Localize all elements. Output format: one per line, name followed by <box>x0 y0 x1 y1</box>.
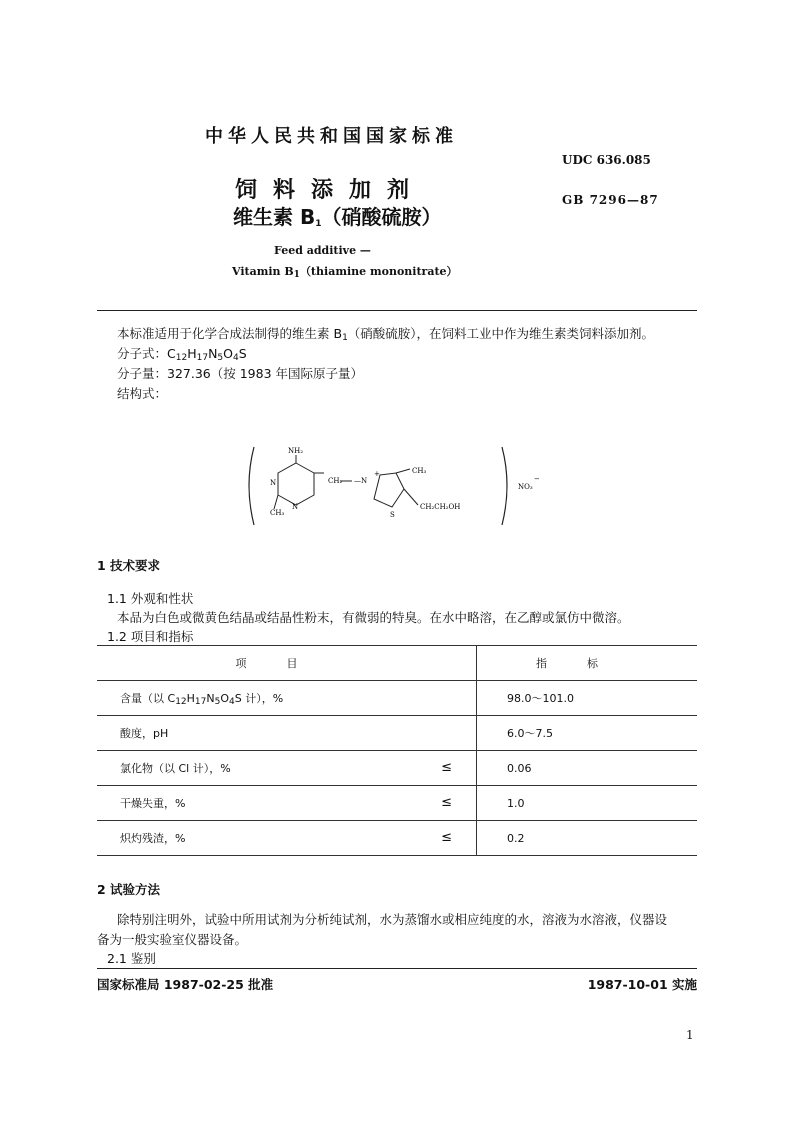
table-header-row <box>97 646 697 681</box>
label-counter-ion: NO₃ <box>518 483 533 491</box>
label-ch3-thiazole: CH₃ <box>412 467 427 475</box>
molecular-weight: 分子量：327.36（按 1983 年国际原子量） <box>117 366 363 381</box>
label-n1: N <box>270 479 277 487</box>
label-ch2: CH₂ <box>328 477 343 485</box>
table-row <box>97 751 697 786</box>
structural-formula <box>240 443 580 533</box>
label-nh2: NH₂ <box>288 447 304 455</box>
label-n-plus: —N <box>354 477 368 485</box>
section2-text-line1: 除特别注明外，试验中所用试剂为分析纯试剂，水为蒸馏水或相应纯度的水，溶液为水溶液，仪器设 <box>117 912 668 927</box>
spec-table <box>97 645 697 856</box>
implementation-date: 1987-10-01 实施 <box>587 977 697 992</box>
label-minus: − <box>534 475 540 483</box>
section21-title: 2.1 鉴别 <box>107 951 156 966</box>
scope-post: （硝酸硫胺），在饲料工业中作为维生素类饲料添加剂。 <box>347 326 655 341</box>
table-cell-item: 含量（以 $C_{12}H_{17}N_5O_4S$ 计），% <box>97 681 477 716</box>
structure-label: 结构式： <box>117 386 168 401</box>
header-divider <box>97 310 697 311</box>
table-header-value: 指标 <box>477 646 698 681</box>
thiazole-ring <box>374 473 404 507</box>
table-cell-value: 0.2 <box>477 821 698 856</box>
scope-text <box>117 324 654 343</box>
title-en2-subscript: 1 <box>293 270 300 280</box>
label-side-chain: CH₂CH₂OH <box>420 503 461 511</box>
footer-divider <box>97 968 697 969</box>
title-zh2-subscript: 1 <box>315 219 322 229</box>
udc-code: UDC 636.085 <box>562 153 651 167</box>
table-cell-operator: ≤ <box>441 795 452 810</box>
molecular-formula <box>117 344 247 363</box>
label-ch3-ring: CH₃ <box>270 509 285 517</box>
label-n2: N <box>292 503 299 511</box>
page-number: 1 <box>686 1028 694 1042</box>
table-cell-item: 干燥失重，% ≤ <box>97 786 477 821</box>
table-cell-item: 氯化物（以 Cl 计），% ≤ <box>97 751 477 786</box>
title-english-line1: Feed additive — <box>274 244 371 257</box>
section1-title: 1 技术要求 <box>97 558 161 573</box>
section2-title: 2 试验方法 <box>97 882 161 897</box>
title-zh2-text: 维生素 B <box>233 205 316 229</box>
table-cell-value: 1.0 <box>477 786 698 821</box>
table-cell-item: 炽灼残渣，% ≤ <box>97 821 477 856</box>
table-row <box>97 821 697 856</box>
title-en2-text: Vitamin B <box>232 265 294 278</box>
table-cell-value: 98.0～101.0 <box>477 681 698 716</box>
table-row <box>97 786 697 821</box>
table-cell-operator: ≤ <box>441 830 452 845</box>
title-zh2-suffix: （硝酸硫胺） <box>321 205 442 229</box>
table-cell-value: 6.0～7.5 <box>477 716 698 751</box>
left-bracket <box>249 447 254 525</box>
table-row <box>97 716 697 751</box>
scope-pre: 本标准适用于化学合成法制得的维生素 B <box>117 326 343 341</box>
label-s: S <box>390 511 395 519</box>
title-en2-suffix: （thiamine mononitrate） <box>299 265 458 278</box>
label-plus: + <box>374 470 380 478</box>
table-header-item: 项目 <box>97 646 477 681</box>
formula-label: 分子式： <box>117 346 168 361</box>
table-cell-value: 0.06 <box>477 751 698 786</box>
table-cell-operator: ≤ <box>441 760 452 775</box>
table-row <box>97 681 697 716</box>
title-english-line2 <box>232 263 458 280</box>
table-cell-item: 酸度，pH <box>97 716 477 751</box>
title-chinese: 饲料添加剂 <box>235 178 426 203</box>
section2-text-line2: 备为一般实验室仪器设备。 <box>97 932 248 947</box>
right-bracket <box>502 447 507 525</box>
pyrimidine-ring <box>278 463 314 505</box>
gb-code: GB 7296—87 <box>562 193 659 207</box>
standard-title: 中华人民共和国国家标准 <box>205 126 458 147</box>
title-chinese-subtitle <box>233 201 441 230</box>
scope-sub: 1 <box>342 333 348 343</box>
approval-date: 国家标准局 1987-02-25 批准 <box>97 977 274 992</box>
formula-value: $C_{12}H_{17}N_5O_4S$ <box>167 346 247 363</box>
section11-text: 本品为白色或微黄色结晶或结晶性粉末，有微弱的特臭。在水中略溶，在乙醇或氯仿中微溶。 <box>117 610 630 625</box>
section11-title: 1.1 外观和性状 <box>107 591 194 606</box>
section12-title: 1.2 项目和指标 <box>107 629 194 644</box>
